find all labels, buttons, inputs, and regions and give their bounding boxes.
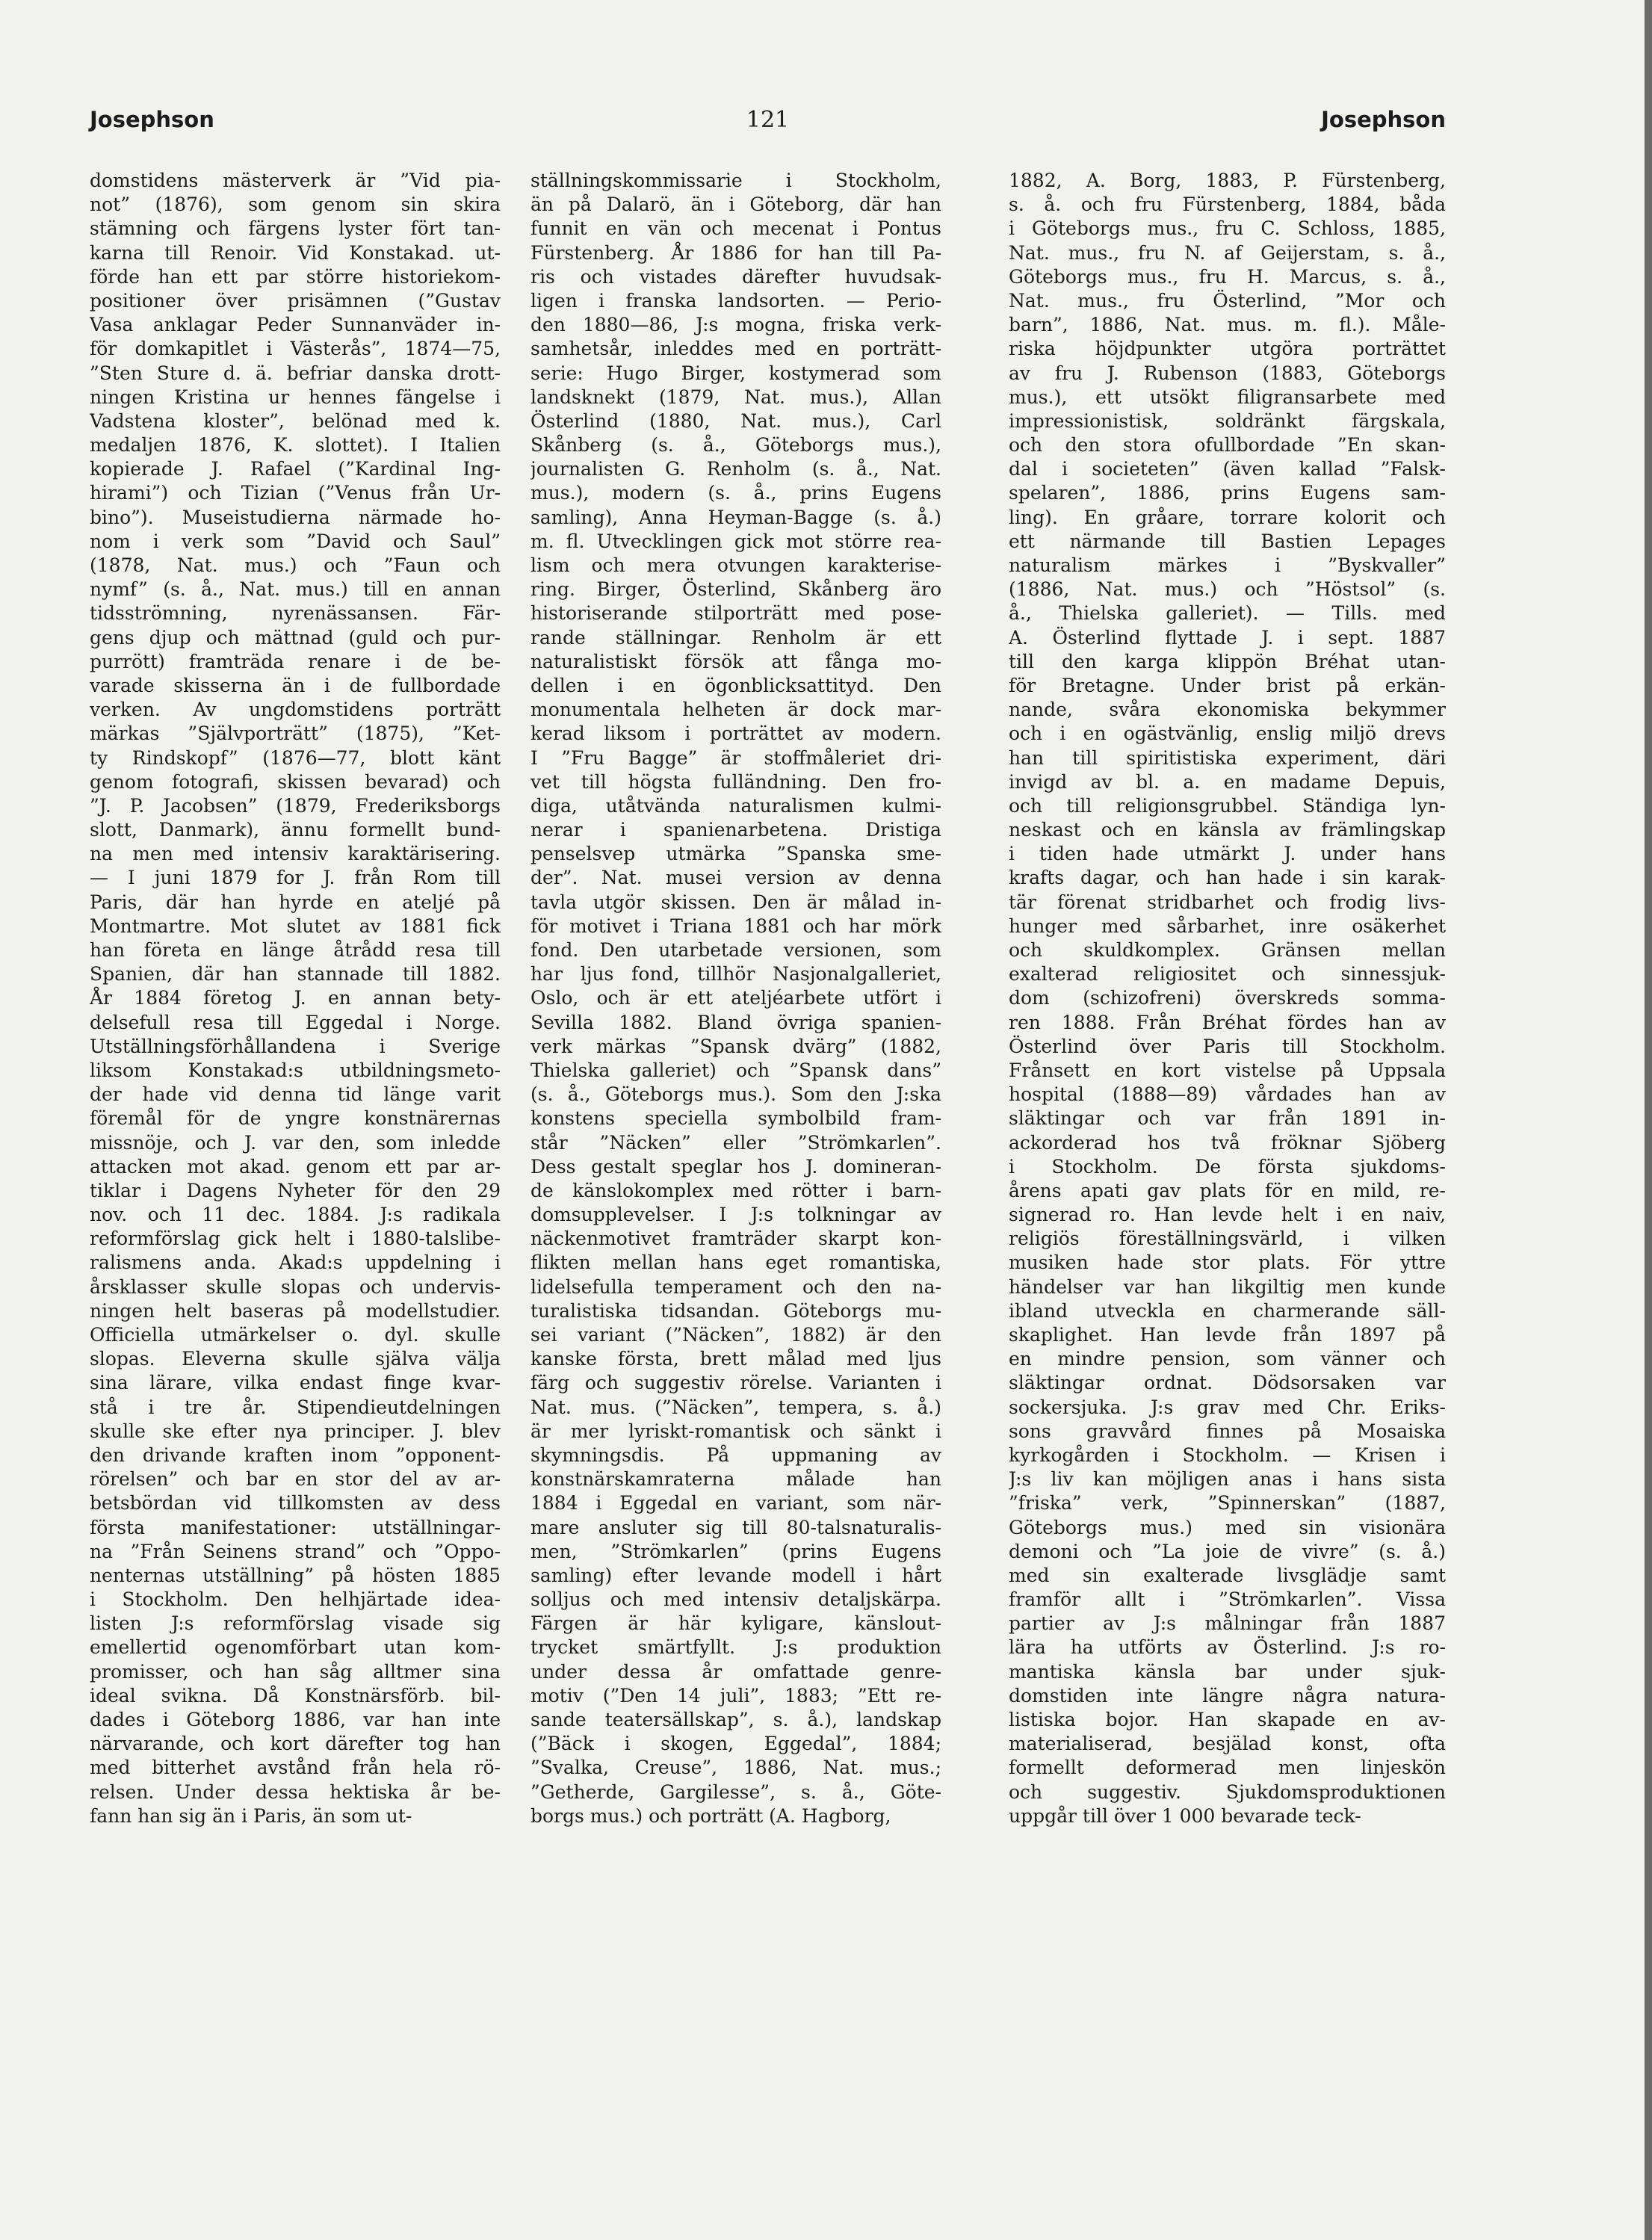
text-line: domsupplevelser. I J:s tolkningar av [530, 1204, 941, 1226]
running-header [90, 107, 1446, 144]
text-line: gens djup och mättnad (guld och pur- [90, 626, 501, 649]
text-line: med sin exalterade livsglädje samt [1009, 1564, 1446, 1586]
text-line: föremål för de yngre konstnärernas [90, 1107, 501, 1130]
text-line: Nat. mus., fru Österlind, ”Mor och [1009, 289, 1446, 312]
text-line: Montmartre. Mot slutet av 1881 fick [90, 915, 501, 937]
text-line: relsen. Under dessa hektiska år be- [90, 1780, 501, 1803]
text-line: en mindre pension, som vänner och [1009, 1348, 1446, 1370]
text-line: har ljus fond, tillhör Nasjonalgalleriet, [530, 963, 941, 986]
text-line: sockersjuka. J:s grav med Chr. Eriks- [1009, 1396, 1446, 1418]
text-line: fann han sig än i Paris, än som ut- [90, 1804, 412, 1827]
text-line: krafts dagar, och han hade i sin karak- [1009, 867, 1446, 889]
text-line: ett närmande till Bastien Lepages [1009, 530, 1446, 552]
text-line: ”J. P. Jacobsen” (1879, Frederiksborgs [90, 794, 501, 817]
text-line: och till religionsgrubbel. Ständiga lyn- [1009, 794, 1446, 817]
text-line: han företa en länge åtrådd resa till [90, 939, 501, 961]
text-line: sei variant (”Näcken”, 1882) är den [530, 1324, 941, 1346]
text-line: sina lärare, vilka endast finge kvar- [90, 1372, 501, 1394]
text-line: materialiserad, besjälad konst, ofta [1009, 1733, 1446, 1755]
text-line: årsklasser skulle slopas och undervis- [90, 1275, 501, 1298]
text-line: motiv (”Den 14 juli”, 1883; ”Ett re- [530, 1684, 941, 1707]
text-line: positioner över prisämnen (”Gustav [90, 289, 501, 312]
text-line: År 1884 företog J. en annan bety- [90, 987, 501, 1009]
text-line: skulle ske efter nya principer. J. blev [90, 1420, 501, 1442]
text-line: na ”Från Seinens strand” och ”Oppo- [90, 1540, 501, 1562]
text-line: för Bretagne. Under brist på erkän- [1009, 674, 1446, 696]
text-line: förde han ett par större historiekom- [90, 265, 501, 288]
text-line: (1878, Nat. mus.) och ”Faun och [90, 554, 501, 576]
text-line: purrött) framträda renare i de be- [90, 650, 501, 672]
text-line: hirami”) och Tizian (”Venus från Ur- [90, 482, 501, 504]
text-line: kerad liksom i porträttet av modern. [530, 723, 941, 745]
text-line: reformförslag gick helt i 1880-talslibe- [90, 1228, 501, 1250]
text-line: 1882, A. Borg, 1883, P. Fürstenberg, [1009, 170, 1446, 191]
text-line: ”Sten Sture d. ä. befriar danska drott- [90, 362, 501, 384]
text-line: (”Bäck i skogen, Eggedal”, 1884; [530, 1733, 941, 1755]
text-line: stå i tre år. Stipendieutdelningen [90, 1396, 501, 1418]
text-line: verk märkas ”Spansk dvärg” (1882, [530, 1035, 941, 1057]
text-line: Österlind över Paris till Stockholm. [1009, 1035, 1446, 1057]
text-line: dellen i en ögonblicksattityd. Den [530, 674, 941, 696]
text-line: ibland utveckla en charmerande säll- [1009, 1299, 1446, 1322]
text-line: rande ställningar. Renholm är ett [530, 626, 941, 649]
text-line: A. Österlind flyttade J. i sept. 1887 [1009, 626, 1446, 649]
text-line: der hade vid denna tid länge varit [90, 1083, 501, 1106]
text-line: den 1880—86, J:s mogna, friska verk- [530, 314, 941, 336]
text-line: impressionistisk, soldränkt färgskala, [1009, 409, 1446, 432]
page-number: 121 [746, 107, 790, 133]
text-line: diga, utåtvända naturalismen kulmi- [530, 794, 941, 817]
text-line: formellt deformerad men linjeskön [1009, 1757, 1446, 1779]
text-line: ling). En gråare, torrare kolorit och [1009, 506, 1446, 528]
text-line: men, ”Strömkarlen” (prins Eugens [530, 1540, 941, 1562]
text-line: ställningskommissarie i Stockholm, [530, 170, 941, 191]
text-line: nenternas utställning” på hösten 1885 [90, 1564, 501, 1586]
text-line: mus.), ett utsökt filigransarbete med [1009, 386, 1446, 408]
text-line: släktingar och var från 1891 in- [1009, 1107, 1446, 1130]
text-line: Utställningsförhållandena i Sverige [90, 1035, 501, 1057]
text-line: demoni och ”La joie de vivre” (s. å.) [1009, 1540, 1446, 1562]
text-line: invigd av bl. a. en madame Depuis, [1009, 770, 1446, 793]
text-line: ”friska” verk, ”Spinnerskan” (1887, [1009, 1492, 1446, 1515]
text-line: delsefull resa till Eggedal i Norge. [90, 1011, 501, 1033]
text-line: attacken mot akad. genom ett par ar- [90, 1155, 501, 1178]
text-line: dades i Göteborg 1886, var han inte [90, 1709, 501, 1730]
text-line: varade skisserna än i de fullbordade [90, 674, 501, 696]
text-line: penselsvep utmärka ”Spanska sme- [530, 843, 941, 865]
text-line: betsbördan vid tillkomsten av dess [90, 1492, 501, 1515]
text-column-2 [530, 169, 941, 2141]
text-line: rörelsen” och bar en stor del av ar- [90, 1468, 501, 1491]
text-line: av fru J. Rubenson (1883, Göteborgs [1009, 362, 1446, 384]
text-line: missnöje, och J. var den, som inledde [90, 1131, 501, 1154]
text-line: med bitterhet avstånd från hela rö- [90, 1757, 501, 1779]
text-line: ren 1888. Från Bréhat fördes han av [1009, 1011, 1446, 1033]
text-line: stämning och färgens lyster fört tan- [90, 217, 501, 240]
text-line: ty Rindskopf” (1876—77, blott känt [90, 746, 501, 769]
header-right-name: Josephson [1321, 107, 1446, 132]
text-line: och suggestiv. Sjukdomsproduktionen [1009, 1780, 1446, 1803]
text-line: neskast och en känsla av främlingskap [1009, 819, 1446, 841]
text-line: han till spiritistiska experiment, däri [1009, 746, 1446, 769]
text-line: Sevilla 1882. Bland övriga spanien- [530, 1011, 941, 1033]
text-line: för motivet i Triana 1881 och har mörk [530, 915, 941, 937]
text-line: Österlind (1880, Nat. mus.), Carl [530, 409, 941, 432]
text-line: m. fl. Utvecklingen gick mot större rea- [530, 530, 941, 552]
text-line: liksom Konstakad:s utbildningsmeto- [90, 1059, 501, 1081]
text-line: landsknekt (1879, Nat. mus.), Allan [530, 386, 941, 408]
text-line: promisser, och han såg alltmer sina [90, 1660, 501, 1683]
text-line: not” (1876), som genom sin skira [90, 194, 501, 216]
text-line: Oslo, och är ett ateljéarbete utfört i [530, 987, 941, 1009]
text-line: riska höjdpunkter utgöra porträttet [1009, 338, 1446, 360]
text-line: å., Thielska galleriet). — Tills. med [1009, 602, 1446, 625]
text-line: samling) efter levande modell i hårt [530, 1564, 941, 1586]
text-line: Nat. mus., fru N. af Geijerstam, s. å., [1009, 241, 1446, 264]
text-line: dal i societeten” (även kallad ”Falsk- [1009, 458, 1446, 480]
text-line: ”Getherde, Gargilesse”, s. å., Göte- [530, 1780, 941, 1803]
text-line: framför allt i ”Strömkarlen”. Vissa [1009, 1588, 1446, 1611]
text-line: tär förenat stridbarhet och frodig livs- [1009, 891, 1446, 913]
text-line: J:s liv kan möjligen anas i hans sista [1009, 1468, 1446, 1491]
text-line: i Stockholm. Den helhjärtade idea- [90, 1588, 501, 1611]
text-line: märkas ”Självporträtt” (1875), ”Ket- [90, 723, 501, 745]
text-line: samhetsår, inleddes med en porträtt- [530, 338, 941, 360]
text-line: i Stockholm. De första sjukdoms- [1009, 1155, 1446, 1178]
text-line: funnit en vän och mecenat i Pontus [530, 217, 941, 240]
text-line: konstens speciella symbolbild fram- [530, 1107, 941, 1130]
text-line: i Göteborgs mus., fru C. Schloss, 1885, [1009, 217, 1446, 240]
text-line: konstnärskamraterna målade han [530, 1468, 941, 1491]
text-line: nov. och 11 dec. 1884. J:s radikala [90, 1204, 501, 1226]
text-line: slopas. Eleverna skulle själva välja [90, 1348, 501, 1370]
text-line: ligen i franska landsorten. — Perio- [530, 289, 941, 312]
text-line: listen J:s reformförslag visade sig [90, 1612, 501, 1635]
text-line: Thielska galleriet) och ”Spansk dans” [530, 1059, 941, 1081]
text-line: ningen Kristina ur hennes fängelse i [90, 386, 501, 408]
text-line: näckenmotivet framträder skarpt kon- [530, 1228, 941, 1250]
text-line: historiserande stilporträtt med pose- [530, 602, 941, 625]
text-line: närvarande, och kort därefter tog han [90, 1733, 501, 1755]
text-line: signerad ro. Han levde helt i en naiv, [1009, 1204, 1446, 1226]
text-line: mare ansluter sig till 80-talsnaturalis- [530, 1516, 941, 1538]
text-line: vet till högsta fulländning. Den fro- [530, 770, 941, 793]
text-line: uppgår till över 1 000 bevarade teck- [1009, 1804, 1361, 1827]
text-line: (1886, Nat. mus.) och ”Höstsol” (s. [1009, 578, 1446, 601]
text-line: tavla utgör skissen. Den är målad in- [530, 891, 941, 913]
text-line: i tiden hade utmärkt J. under hans [1009, 843, 1446, 865]
text-line: der”. Nat. musei version av denna [530, 867, 941, 889]
text-line: Frånsett en kort vistelse på Uppsala [1009, 1059, 1446, 1081]
text-line: listiska bojor. Han skapade en av- [1009, 1709, 1446, 1730]
text-line: Göteborgs mus.) med sin visionära [1009, 1516, 1446, 1538]
text-line: exalterad religiositet och sinnessjuk- [1009, 963, 1446, 986]
text-line: I ”Fru Bagge” är stoffmåleriet dri- [530, 746, 941, 769]
text-line: skymningsdis. På uppmaning av [530, 1444, 941, 1466]
text-line: sande teatersällskap”, s. å.), landskap [530, 1709, 941, 1730]
text-line: ralismens anda. Akad:s uppdelning i [90, 1252, 501, 1274]
text-line: händelser var han likgiltig men kunde [1009, 1275, 1446, 1298]
text-line: medaljen 1876, K. slottet). I Italien [90, 434, 501, 457]
text-column-1 [90, 169, 501, 2141]
text-line: lism och mera otvungen karakterise- [530, 554, 941, 576]
text-line: kanske första, brett målad med ljus [530, 1348, 941, 1370]
text-line: emellertid ogenomförbart utan kom- [90, 1636, 501, 1659]
text-line: ackorderad hos två fröknar Sjöberg [1009, 1131, 1446, 1154]
text-line: tidsströmning, nyrenässansen. Fär- [90, 602, 501, 625]
text-line: na men med intensiv karaktärisering. [90, 843, 501, 865]
text-line: Färgen är här kyligare, känslout- [530, 1612, 941, 1635]
text-line: årens apati gav plats för en mild, re- [1009, 1179, 1446, 1201]
text-line: trycket smärtfyllt. J:s produktion [530, 1636, 941, 1659]
text-line: Fürstenberg. År 1886 for han till Pa- [530, 241, 941, 264]
text-line: släktingar ordnat. Dödsorsaken var [1009, 1372, 1446, 1394]
header-left-name: Josephson [90, 107, 214, 132]
text-line: religiös föreställningsvärld, i vilken [1009, 1228, 1446, 1250]
text-line: till den karga klippön Bréhat utan- [1009, 650, 1446, 672]
text-line: (s. å., Göteborgs mus.). Som den J:ska [530, 1083, 941, 1106]
text-line: och den stora ofullbordade ”En skan- [1009, 434, 1446, 457]
text-line: under dessa år omfattade genre- [530, 1660, 941, 1683]
text-line: solljus och med intensiv detaljskärpa. [530, 1588, 941, 1611]
text-line: dom (schizofreni) överskreds somma- [1009, 987, 1446, 1009]
text-line: kopierade J. Rafael (”Kardinal Ing- [90, 458, 501, 480]
text-line: journalisten G. Renholm (s. å., Nat. [530, 458, 941, 480]
text-line: fond. Den utarbetade versionen, som [530, 939, 941, 961]
text-column-3 [1009, 169, 1446, 2141]
text-line: de känslokomplex med rötter i barn- [530, 1179, 941, 1201]
text-line: Nat. mus. (”Näcken”, tempera, s. å.) [530, 1396, 941, 1418]
text-line: s. å. och fru Fürstenberg, 1884, båda [1009, 194, 1446, 216]
scan-edge [1645, 0, 1652, 2240]
text-line: flikten mellan hans eget romantiska, [530, 1252, 941, 1274]
text-line: slott, Danmark), ännu formellt bund- [90, 819, 501, 841]
text-line: domstidens mästerverk är ”Vid pia- [90, 170, 501, 191]
text-line: lidelsefulla temperament och den na- [530, 1275, 941, 1298]
text-line: står ”Näcken” eller ”Strömkarlen”. [530, 1131, 941, 1154]
text-line: mus.), modern (s. å., prins Eugens [530, 482, 941, 504]
text-line: barn”, 1886, Nat. mus. m. fl.). Måle- [1009, 314, 1446, 336]
text-line: är mer lyriskt-romantisk och sänkt i [530, 1420, 941, 1442]
text-line: Göteborgs mus., fru H. Marcus, s. å., [1009, 265, 1446, 288]
text-line: ring. Birger, Österlind, Skånberg äro [530, 578, 941, 601]
text-line: 1884 i Eggedal en variant, som när- [530, 1492, 941, 1515]
text-line: Skånberg (s. å., Göteborgs mus.), [530, 434, 941, 457]
text-line: genom fotografi, skissen bevarad) och [90, 770, 501, 793]
text-line: karna till Renoir. Vid Konstakad. ut- [90, 241, 501, 264]
text-line: nande, svåra ekonomiska bekymmer [1009, 699, 1446, 721]
text-line: mantiska känsla bar under sjuk- [1009, 1660, 1446, 1683]
text-line: den drivande kraften inom ”opponent- [90, 1444, 501, 1466]
text-line: monumentala helheten är dock mar- [530, 699, 941, 721]
text-line: hospital (1888—89) vårdades han av [1009, 1083, 1446, 1106]
text-line: tiklar i Dagens Nyheter för den 29 [90, 1179, 501, 1201]
text-line: Officiella utmärkelser o. dyl. skulle [90, 1324, 501, 1346]
text-line: nerar i spanienarbetena. Dristiga [530, 819, 941, 841]
text-line: musiken hade stor plats. För yttre [1009, 1252, 1446, 1274]
text-line: ”Svalka, Creuse”, 1886, Nat. mus.; [530, 1757, 941, 1779]
text-line: Spanien, där han stannade till 1882. [90, 963, 501, 986]
text-line: nymf” (s. å., Nat. mus.) till en annan [90, 578, 501, 601]
text-line: domstiden inte längre några natura- [1009, 1684, 1446, 1707]
text-line: nom i verk som ”David och Saul” [90, 530, 501, 552]
text-line: borgs mus.) och porträtt (A. Hagborg, [530, 1804, 891, 1827]
text-line: spelaren”, 1886, prins Eugens sam- [1009, 482, 1446, 504]
text-line: hunger med sårbarhet, inre osäkerhet [1009, 915, 1446, 937]
text-line: kyrkogården i Stockholm. — Krisen i [1009, 1444, 1446, 1466]
text-line: lära ha utförts av Österlind. J:s ro- [1009, 1636, 1446, 1659]
text-line: ningen helt baseras på modellstudier. [90, 1299, 501, 1322]
text-line: än på Dalarö, än i Göteborg, där han [530, 194, 941, 216]
text-line: sons gravvård finnes på Mosaiska [1009, 1420, 1446, 1442]
text-line: naturalistiskt försök att fånga mo- [530, 650, 941, 672]
text-line: Paris, där han hyrde en ateljé på [90, 891, 501, 913]
text-line: bino”). Museistudierna närmade ho- [90, 506, 501, 528]
text-line: serie: Hugo Birger, kostymerad som [530, 362, 941, 384]
text-line: Vasa anklagar Peder Sunnanväder in- [90, 314, 501, 336]
text-line: ris och vistades därefter huvudsak- [530, 265, 941, 288]
text-line: första manifestationer: utställningar- [90, 1516, 501, 1538]
text-line: Dess gestalt speglar hos J. domineran- [530, 1155, 941, 1178]
text-line: turalistiska tidsandan. Göteborgs mu- [530, 1299, 941, 1322]
text-line: skaplighet. Han levde från 1897 på [1009, 1324, 1446, 1346]
text-line: — I juni 1879 for J. från Rom till [90, 867, 501, 889]
text-line: och skuldkomplex. Gränsen mellan [1009, 939, 1446, 961]
text-line: samling), Anna Heyman-Bagge (s. å.) [530, 506, 941, 528]
text-line: för domkapitlet i Västerås”, 1874—75, [90, 338, 501, 360]
text-line: partier av J:s målningar från 1887 [1009, 1612, 1446, 1635]
text-line: ideal svikna. Då Konstnärsförb. bil- [90, 1684, 501, 1707]
text-line: naturalism märkes i ”Byskvaller” [1009, 554, 1446, 576]
text-line: Vadstena kloster”, belönad med k. [90, 409, 501, 432]
text-line: färg och suggestiv rörelse. Varianten i [530, 1372, 941, 1394]
text-line: verken. Av ungdomstidens porträtt [90, 699, 501, 721]
text-line: och i en ogästvänlig, enslig miljö drevs [1009, 723, 1446, 745]
